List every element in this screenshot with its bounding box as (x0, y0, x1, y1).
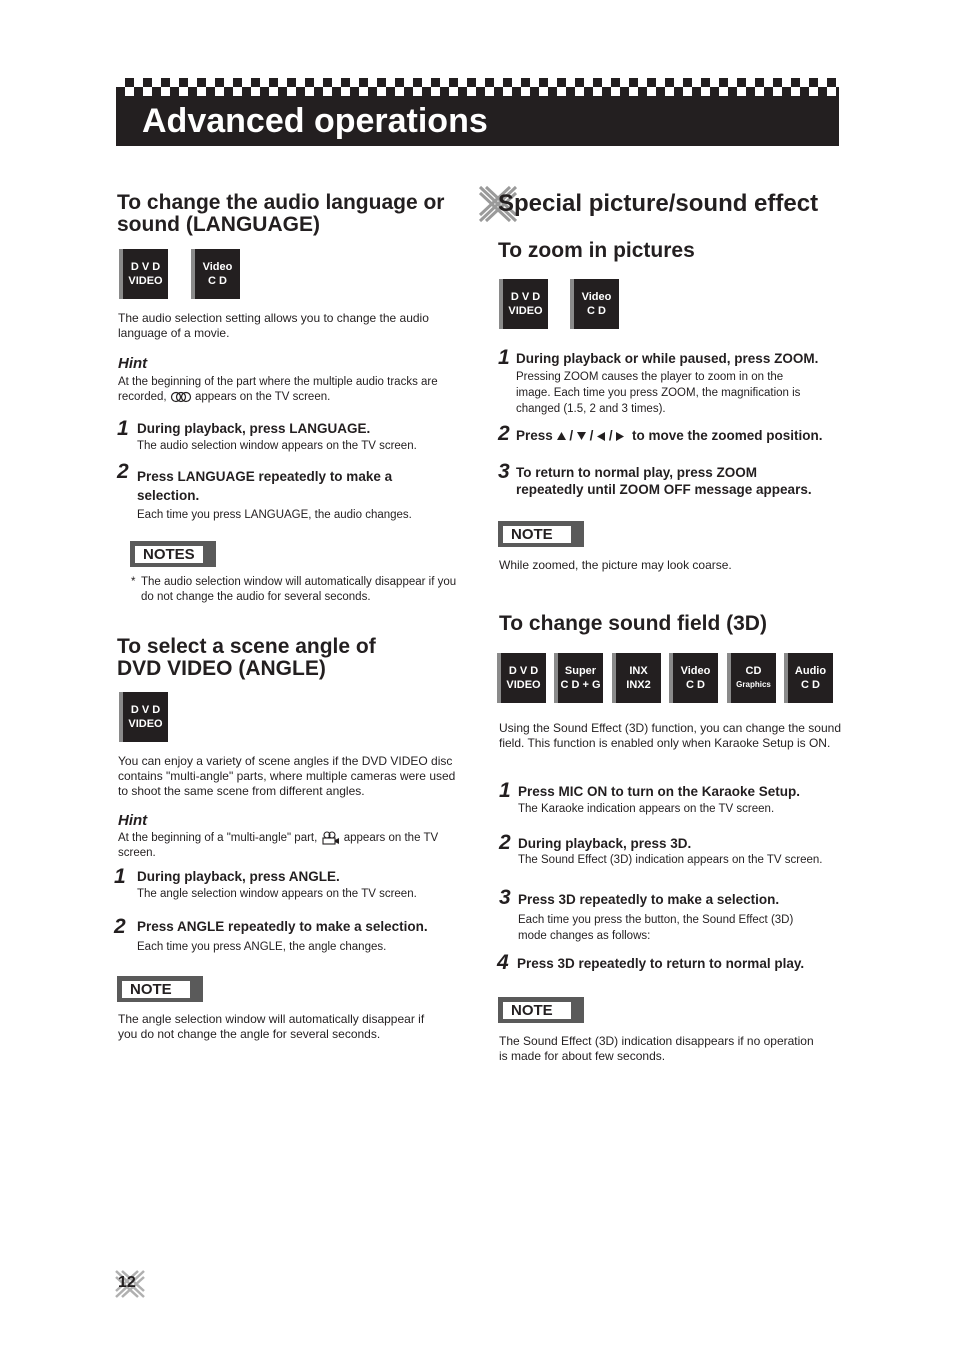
step-number: 1 (498, 346, 510, 369)
text-line: is made for about few seconds. (499, 1049, 666, 1063)
text-line: appears on the TV screen. (195, 391, 331, 403)
angle-heading-line2: DVD VIDEO (ANGLE) (117, 657, 326, 680)
badge-line: C D (587, 305, 606, 317)
arrow-down-icon (577, 432, 586, 440)
step-desc: The angle selection window appears on the TV screen. (137, 888, 417, 900)
text-line: At the beginning of a "multi-angle" part, (118, 832, 318, 845)
step-desc: Each time you press ANGLE, the angle changes. (137, 941, 387, 953)
badge-line: INX (629, 665, 648, 677)
text-line: appears on the TV (343, 832, 439, 845)
sound-intro (499, 721, 849, 751)
text-line: contains "multi-angle" parts, where multiple cameras were used (118, 769, 456, 783)
angle-note-text (118, 1012, 478, 1042)
badge-cd-graphics (727, 653, 776, 703)
language-intro (118, 311, 478, 341)
arrow-up-icon (557, 432, 566, 440)
badge-dvd-video (499, 279, 548, 329)
badge-line: C D + G (560, 679, 601, 691)
sound-heading: To change sound field (3D) (499, 612, 767, 635)
language-hint-text (118, 375, 478, 405)
badge-audio-cd (784, 653, 833, 703)
text-line: The audio selection setting allows you to change the audio (118, 311, 429, 325)
header-checker-pattern (116, 78, 839, 96)
step-title: During playback, press LANGUAGE. (137, 421, 371, 436)
arrow-left-icon (597, 432, 605, 441)
note-label: NOTE (503, 526, 571, 543)
step-title: During playback, press 3D. (518, 836, 692, 851)
language-heading-line2: sound (LANGUAGE) (117, 213, 320, 236)
language-heading (117, 192, 444, 236)
step-title: Press ANGLE repeatedly to make a selection. (137, 919, 428, 934)
badge-video-cd (191, 249, 240, 299)
text-line: language of a movie. (118, 326, 230, 340)
step-desc (516, 369, 836, 417)
step-number: 1 (117, 417, 129, 440)
badge-line: D V D (130, 261, 161, 273)
text-line: field. This function is enabled only when Karaoke Setup is ON. (499, 736, 831, 750)
angle-hint-text (118, 831, 478, 861)
step-number: 3 (498, 460, 510, 483)
angle-heading-line1: To select a scene angle of (117, 635, 376, 658)
language-hint-label: Hint (118, 355, 148, 372)
note-label: NOTE (122, 981, 190, 998)
notes-box (130, 541, 216, 567)
step-number: 4 (497, 951, 509, 974)
step-title (137, 467, 392, 505)
badge-video-cd (570, 279, 619, 329)
badge-dvd-video (497, 653, 546, 703)
step-number: 2 (114, 915, 126, 938)
step-title: During playback or while paused, press ZOOM. (516, 351, 819, 366)
step-desc: The audio selection window appears on the TV screen. (137, 440, 417, 452)
note-bullet: * (131, 576, 136, 588)
text-line: recorded, (118, 391, 167, 403)
badge-line: C D (208, 275, 227, 287)
note-box (498, 521, 584, 547)
badge-line: Video (581, 291, 612, 303)
text-line: you do not change the angle for several seconds. (118, 1027, 381, 1041)
language-heading-line1: To change the audio language or (117, 191, 445, 214)
step-title (516, 464, 812, 498)
text-line: At the beginning of the part where the multiple audio tracks are (118, 376, 438, 388)
text-line: / (589, 428, 594, 443)
angle-intro (118, 754, 478, 799)
step-number: 2 (498, 422, 510, 445)
step-desc: The Sound Effect (3D) indication appears on the TV screen. (518, 854, 823, 866)
text-line: Using the Sound Effect (3D) function, you can change the sound (499, 721, 841, 735)
step-title: During playback, press ANGLE. (137, 869, 340, 884)
badge-line: VIDEO (128, 275, 163, 287)
badge-inx (612, 653, 661, 703)
text-line: changed (1.5, 2 and 3 times). (516, 403, 666, 415)
text-line: repeatedly until ZOOM OFF message appears. (516, 482, 812, 497)
badge-line: VIDEO (128, 718, 163, 730)
badge-dvd-video (119, 249, 168, 299)
text-line: selection. (137, 488, 200, 503)
badge-line: Audio (794, 665, 827, 677)
text-line: screen. (118, 847, 156, 860)
badge-line: Super (564, 665, 597, 677)
step-title: Press MIC ON to turn on the Karaoke Setup. (518, 784, 801, 799)
text-line: Pressing ZOOM causes the player to zoom in on the (516, 371, 784, 383)
badge-line: INX2 (626, 679, 651, 691)
special-heading: Special picture/sound effect (498, 190, 819, 217)
audio-track-icon (170, 391, 192, 403)
badge-line: D V D (130, 704, 161, 716)
step-desc (518, 912, 793, 944)
step-desc: Each time you press LANGUAGE, the audio changes. (137, 509, 412, 521)
note-box (498, 997, 584, 1023)
text-line: The audio selection window will automatically disappear if you (141, 576, 457, 588)
text-line: Press LANGUAGE repeatedly to make a (137, 469, 393, 484)
step-number: 2 (499, 831, 511, 854)
text-line: do not change the audio for several seconds. (141, 591, 371, 603)
badge-video-cd (669, 653, 718, 703)
angle-hint-label: Hint (118, 812, 148, 829)
zoom-heading: To zoom in pictures (498, 239, 695, 262)
badge-dvd-video (119, 692, 168, 742)
text-line: to move the zoomed position. (631, 428, 823, 443)
badge-super-cdg (554, 653, 603, 703)
arrow-right-icon (616, 432, 624, 441)
zoom-note-text: While zoomed, the picture may look coarse. (499, 558, 732, 572)
badge-line: CD (745, 665, 762, 677)
camera-angle-icon (321, 831, 341, 845)
step-title: Press 3D repeatedly to return to normal play. (517, 956, 805, 971)
text-line: You can enjoy a variety of scene angles if the DVD VIDEO disc (118, 754, 453, 768)
badge-line: Graphics (736, 680, 771, 689)
badge-line: C D (686, 679, 705, 691)
text-line: to shoot the same scene from different angles. (118, 784, 365, 798)
badge-line: VIDEO (506, 679, 541, 691)
text-line: mode changes as follows: (518, 930, 651, 942)
sound-note-text (499, 1034, 849, 1064)
text-line: Each time you press the button, the Sound Effect (3D) (518, 914, 794, 926)
language-note-text (141, 575, 481, 605)
note-label: NOTE (503, 1002, 571, 1019)
step-title: Press 3D repeatedly to make a selection. (518, 892, 780, 907)
badge-line: Video (680, 665, 711, 677)
text-line: The angle selection window will automatically disappear if (118, 1012, 425, 1026)
badge-line: C D (801, 679, 820, 691)
badge-line: D V D (508, 665, 539, 677)
text-line: The Sound Effect (3D) indication disappears if no operation (499, 1034, 814, 1048)
badge-line: D V D (510, 291, 541, 303)
page-number: 12 (118, 1274, 136, 1291)
step-title (516, 427, 822, 444)
step-desc: The Karaoke indication appears on the TV screen. (518, 803, 775, 815)
text-line: / (608, 428, 613, 443)
text-line: / (569, 428, 574, 443)
page-title: Advanced operations (142, 102, 488, 140)
note-box (117, 976, 203, 1002)
text-line: To return to normal play, press ZOOM (516, 465, 758, 480)
notes-label: NOTES (135, 546, 203, 563)
badge-line: VIDEO (508, 305, 543, 317)
badge-line: Video (202, 261, 233, 273)
step-number: 1 (114, 865, 126, 888)
step-number: 1 (499, 779, 511, 802)
text-line: Press (516, 428, 553, 443)
step-number: 2 (117, 460, 129, 483)
text-line: image. Each time you press ZOOM, the magnification is (516, 387, 801, 399)
angle-heading (117, 636, 376, 680)
step-number: 3 (499, 886, 511, 909)
